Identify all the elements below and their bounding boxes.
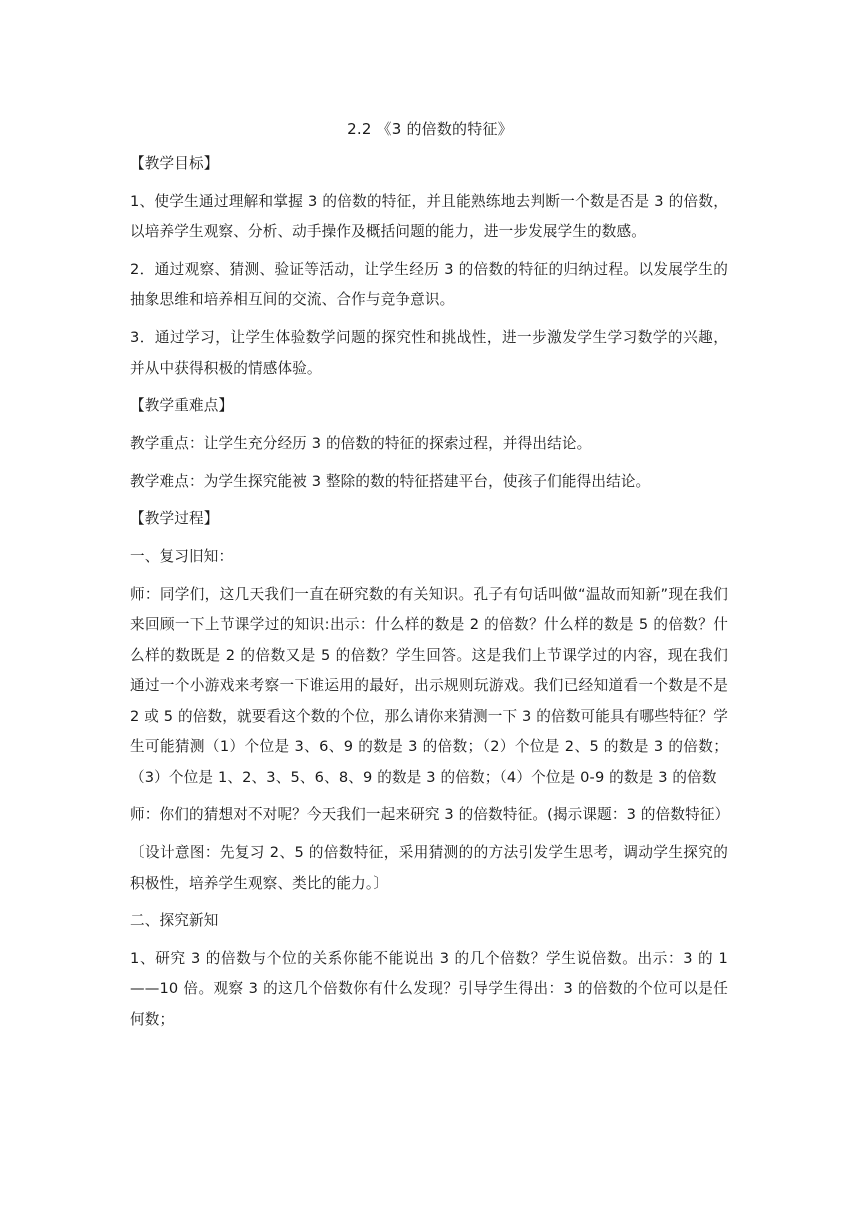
section-explore: 二、探究新知: [130, 912, 219, 930]
explore-paragraph: 1、研究 3 的倍数与个位的关系你能不能说出 3 的几个倍数？学生说倍数。出示：3 的 1——10 倍。观察 3 的这几个倍数你有什么发现？引导学生得出：3 的倍数的个位可以是任何数；: [130, 949, 728, 1028]
heading-teaching-objectives: 【教学目标】: [130, 155, 219, 172]
teacher-question-paragraph: 师：你们的猜想对不对呢？今天我们一起来研究 3 的倍数特征。(揭示课题：3 的倍数特征）: [130, 806, 730, 824]
heading-key-difficult-points: 【教学重难点】: [130, 397, 234, 415]
key-point: 教学重点：让学生充分经历 3 的倍数的特征的探索过程，并得出结论。: [130, 434, 592, 452]
objective-3: 3．通过学习，让学生体验数学问题的探究性和挑战性，进一步激发学生学习数学的兴趣，并从中获得积极的情感体验。: [130, 329, 728, 377]
objective-2: 2．通过观察、猜测、验证等活动，让学生经历 3 的倍数的特征的归纳过程。以发展学生的抽象思维和培养相互间的交流、合作与竞争意识。: [130, 260, 728, 309]
difficult-point: 教学难点：为学生探究能被 3 整除的数的特征搭建平台，使孩子们能得出结论。: [130, 472, 651, 490]
document-body: [130, 149, 728, 1043]
document-title: 2.2 《3 的倍数的特征》: [347, 120, 513, 138]
section-review: 一、复习旧知：: [130, 548, 234, 565]
review-paragraph: 师：同学们，这几天我们一直在研究数的有关知识。孔子有句话叫做“温故而知新”现在我们来回顾一下上节课学过的知识:出示：什么样的数是 2 的倍数？什么样的数是 5 的倍数？什么样的数既是 2 的倍数又是 5 的倍数？学生回答。这是我们上节课学过的内容，现在我们通过一个小游戏来考察一下谁运用的最好，出示规则玩游戏。我们已经知道看一个数是不是 2 或 5 的倍数，就要看这个数的个位，那么请你来猜测一下 3 的倍数可能具有哪些特征？学生可能猜测（1）个位是 3、6、9 的数是 3 的倍数；（2）个位是 2、5 的数是 3 的倍数；（3）个位是 1、2、3、5、6、8、9 的数是 3 的倍数；（4）个位是 0-9 的数是 3 的倍数: [130, 585, 728, 786]
objective-1: 1、使学生通过理解和掌握 3 的倍数的特征，并且能熟练地去判断一个数是否是 3 的倍数，以培养学生观察、分析、动手操作及概括问题的能力，进一步发展学生的数感。: [130, 192, 728, 241]
heading-teaching-process: 【教学过程】: [130, 510, 219, 528]
design-intent-paragraph: 〔设计意图：先复习 2、5 的倍数特征，采用猜测的的方法引发学生思考，调动学生探究的积极性，培养学生观察、类比的能力。〕: [130, 844, 728, 892]
